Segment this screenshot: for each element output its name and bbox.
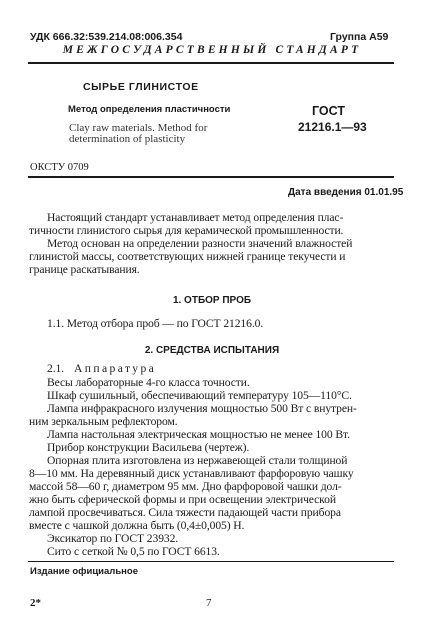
standard-banner: МЕЖГОСУДАРСТВЕННЫЙ СТАНДАРТ	[62, 44, 362, 56]
apparatus-line: Прибор конструкции Васильева (чертеж).	[47, 441, 250, 454]
apparatus-line: жно быть сферической формы и при освещении электрической	[29, 493, 336, 506]
section1-text: 1.1. Метод отбора проб — по ГОСТ 21216.0.	[47, 317, 264, 330]
edition-label: Издание официальное	[30, 566, 138, 577]
document-title: СЫРЬЕ ГЛИНИСТОЕ	[83, 81, 199, 93]
section1-heading: 1. ОТБОР ПРОБ	[172, 295, 252, 306]
gost-label: ГОСТ	[312, 104, 345, 118]
intro-line: глинистой массы, соответствующих нижней границе текучести и	[29, 250, 346, 263]
intro-line: границе раскатывания.	[29, 263, 140, 276]
item-2-1-number: 2.1.	[47, 362, 64, 375]
apparatus-line: вместе с чашкой должна быть (0,4±0,005) Н.	[29, 519, 245, 532]
apparatus-line: Опорная плита изготовлена из нержавеющей стали толщиной	[47, 454, 348, 467]
apparatus-line: массой 58—60 г, диаметром 95 мм. Дно фарфоровой чашки дол-	[29, 480, 342, 493]
apparatus-line: Эксикатор по ГОСТ 23932.	[47, 532, 179, 545]
apparatus-line: Лампа инфракрасного излучения мощностью 500 Вт с внутрен-	[47, 402, 357, 415]
apparatus-line: ним зеркальным рефлектором.	[29, 415, 178, 428]
document-subtitle: Метод определения пластичности	[68, 104, 231, 115]
apparatus-line: лампой просвечиваться. Сила тяжести падающей части прибора	[29, 506, 341, 519]
page-number: 7	[206, 597, 212, 609]
intro-line: Метод основан на определении разности значений влажностей	[47, 237, 353, 250]
english-title-line-1: Clay raw materials. Method for	[69, 122, 208, 134]
sheet-mark: 2*	[30, 597, 41, 609]
title-divider	[28, 176, 394, 178]
udk-code: УДК 666.32:539.214.08:006.354	[30, 31, 183, 43]
effective-date: Дата введения 01.01.95	[288, 187, 404, 198]
intro-line: Настоящий стандарт устанавливает метод определения плас-	[47, 211, 344, 224]
section2-heading: 2. СРЕДСТВА ИСПЫТАНИЯ	[144, 345, 280, 356]
apparatus-line: Весы лабораторные 4-го класса точности.	[47, 376, 250, 389]
okstu-code: ОКСТУ 0709	[30, 162, 89, 173]
apparatus-line: Сито с сеткой № 0,5 по ГОСТ 6613.	[47, 545, 220, 558]
apparatus-line: 8—10 мм. На деревянный диск устанавливают фарфоровую чашку	[29, 467, 354, 480]
group-code: Группа А59	[330, 31, 389, 43]
footer-divider	[28, 561, 394, 562]
apparatus-line: Шкаф сушильный, обеспечивающий температуру 105—110°С.	[47, 389, 352, 402]
apparatus-line: Лампа настольная электрическая мощностью не менее 100 Вт.	[47, 428, 350, 441]
english-title-line-2: determination of plasticity	[69, 133, 186, 145]
item-2-1-title: Аппаратура	[74, 362, 157, 375]
gost-number: 21216.1—93	[298, 120, 367, 134]
header-divider	[28, 62, 394, 64]
intro-line: тичности глинистого сырья для керамической промышленности.	[29, 224, 344, 237]
